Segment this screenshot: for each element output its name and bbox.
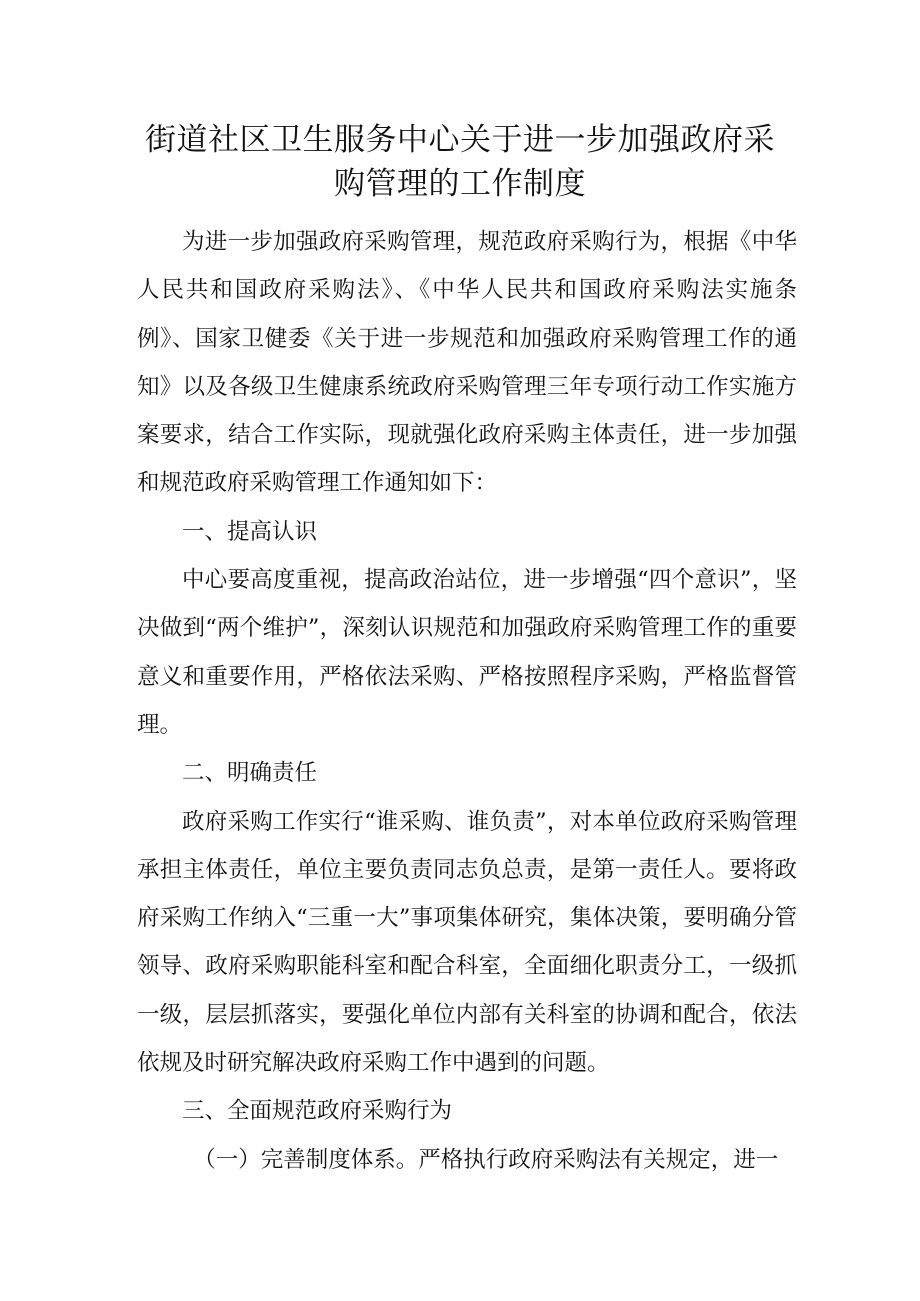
document-body xyxy=(137,218,797,1184)
paragraph-subsection-1: （一）完善制度体系。严格执行政府采购法有关规定，进一 xyxy=(193,1146,779,1173)
paragraph-intro: 为进一步加强政府采购管理，规范政府采购行为，根据《中华人民共和国政府采购法》、《中华人民共和国政府采购法实施条例》、国家卫健委《关于进一步规范和加强政府采购管理工作的通知》以及各级卫生健康系统政府采购管理三年专项行动工作实施方案要求，结合工作实际，现就强化政府采购主体责任，进一步加强和规范政府采购管理工作通知如下： xyxy=(137,229,797,497)
section-heading-1: 一、提高认识 xyxy=(182,518,318,545)
section-heading-3: 三、全面规范政府采购行为 xyxy=(182,1098,453,1125)
section-heading-2: 二、明确责任 xyxy=(182,760,318,787)
paragraph-section-1: 中心要高度重视，提高政治站位，进一步增强“四个意识”，坚决做到“两个维护”，深刻认识规范和加强政府采购管理工作的重要意义和重要作用，严格依法采购、严格按照程序采购，严格监督管理。 xyxy=(137,567,797,738)
document-title-line-1: 街道社区卫生服务中心关于进一步加强政府采 xyxy=(145,122,775,158)
paragraph-section-2: 政府采购工作实行“谁采购、谁负责”，对本单位政府采购管理承担主体责任，单位主要负责同志负总责，是第一责任人。要将政府采购工作纳入“三重一大”事项集体研究，集体决策，要明确分管领导、政府采购职能科室和配合科室，全面细化职责分工，一级抓一级，层层抓落实，要强化单位内部有关科室的协调和配合，依法依规及时研究解决政府采购工作中遇到的问题。 xyxy=(137,808,797,1077)
document-title-line-2: 购管理的工作制度 xyxy=(334,166,586,202)
